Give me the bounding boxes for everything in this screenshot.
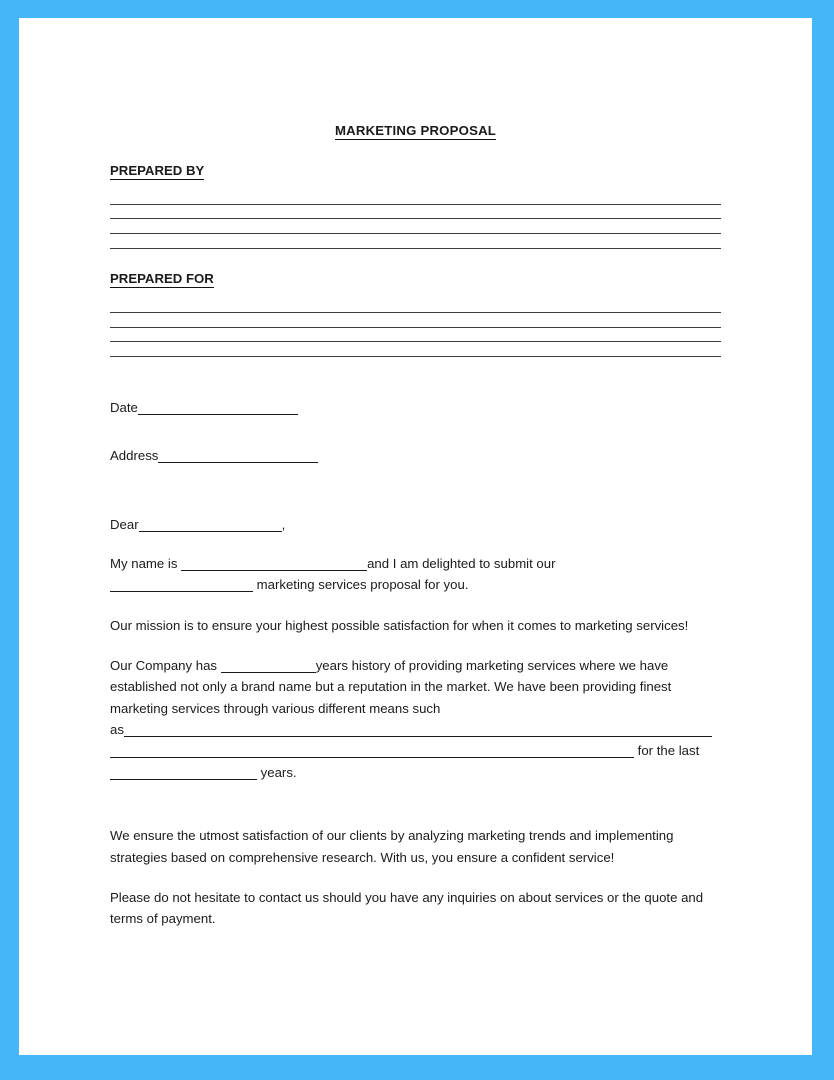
assurance-paragraph: We ensure the utmost satisfaction of our clients by analyzing marketing trends and implementing strategies based on comprehensive research. With us, you ensure a confident service!: [110, 828, 674, 865]
page-title-text: MARKETING PROPOSAL: [334, 123, 497, 138]
salutation-label: Dear: [110, 517, 139, 533]
company-years-blank[interactable]: [221, 672, 316, 673]
intro-text-part2: and I am delighted to submit our: [367, 555, 556, 571]
contact-paragraph: Please do not hesitate to contact us should you have any inquiries on about services or the quote and terms of payment.: [110, 889, 704, 927]
section-heading-prepared-by: [110, 141, 721, 181]
company-for-the-last: for the last: [634, 743, 700, 759]
date-field-row: [110, 357, 721, 418]
salutation-comma: ,: [281, 517, 286, 533]
company-paragraph: [110, 636, 721, 783]
address-input-blank[interactable]: [158, 462, 318, 463]
section-heading-prepared-for-text: PREPARED FOR: [110, 270, 214, 286]
company-text-part1: Our Company has: [110, 657, 221, 673]
company-duration-line: [110, 740, 721, 761]
company-means-blank-continued[interactable]: [110, 757, 634, 758]
mission-paragraph: Our mission is to ensure your highest possible satisfaction for when it comes to marketing services!: [110, 617, 689, 633]
company-means-line: [110, 719, 721, 740]
salutation-row: [110, 466, 721, 535]
company-as-label: as: [110, 722, 124, 738]
blank-rule-line[interactable]: [110, 341, 721, 342]
company-means-blank[interactable]: [124, 736, 712, 737]
blank-rule-line[interactable]: [110, 312, 721, 313]
page-title: [110, 18, 721, 141]
blank-rule-line[interactable]: [110, 233, 721, 234]
salutation-input-blank[interactable]: [139, 531, 282, 532]
blank-rule-line[interactable]: [110, 218, 721, 219]
service-type-blank[interactable]: [110, 591, 253, 592]
blank-rule-line[interactable]: [110, 204, 721, 205]
address-field-row: [110, 418, 721, 466]
document-page: [19, 18, 812, 1055]
company-text-part2: years history of providing marketing services where we have established not only a brand name but a reputation in the market. We have been providing finest marketing services through various different means such: [110, 657, 672, 716]
company-duration-blank[interactable]: [110, 779, 257, 780]
intro-text-part1: My name is: [110, 555, 182, 571]
prepared-for-blank-lines: [110, 289, 721, 357]
company-years-label: years.: [257, 764, 297, 780]
document-content: [110, 18, 721, 930]
section-heading-prepared-for: [110, 249, 721, 289]
intro-text-part3: marketing services proposal for you.: [253, 577, 469, 593]
section-heading-prepared-by-text: PREPARED BY: [110, 163, 205, 179]
prepared-by-blank-lines: [110, 182, 721, 249]
date-input-blank[interactable]: [138, 414, 298, 415]
intro-paragraph: [110, 536, 721, 596]
blank-rule-line[interactable]: [110, 327, 721, 328]
company-years-line: [110, 762, 721, 783]
sender-name-blank[interactable]: [181, 570, 367, 571]
address-label: Address: [110, 448, 159, 464]
date-label: Date: [110, 399, 138, 415]
